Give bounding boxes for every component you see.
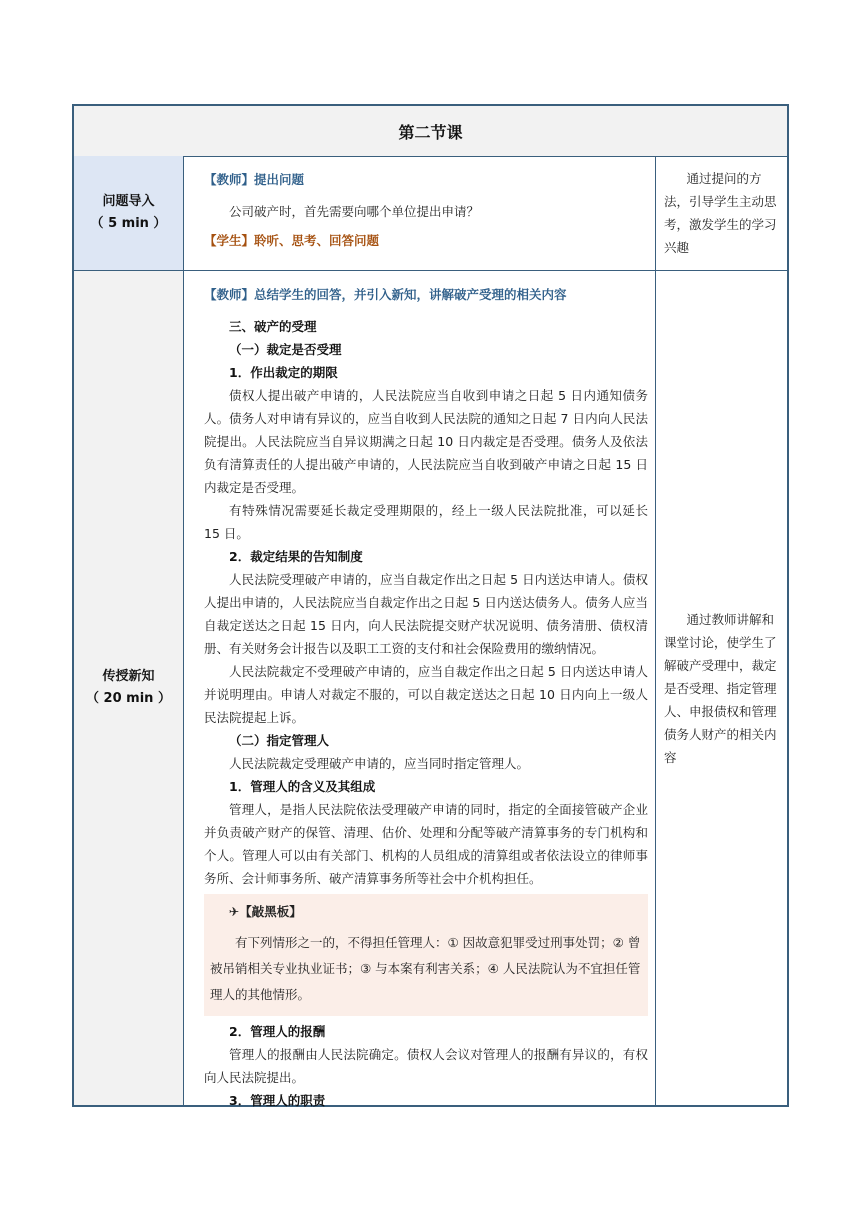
item-heading: 3．管理人的职责 xyxy=(229,1093,326,1108)
stage-cell xyxy=(74,271,184,1105)
stage-cell xyxy=(74,156,184,270)
question-text: 公司破产时，首先需要向哪个单位提出申请？ xyxy=(229,204,480,219)
lesson-table xyxy=(72,104,789,1107)
item-heading: 2．裁定结果的告知制度 xyxy=(229,549,363,564)
stage-time: （ 5 min ） xyxy=(90,216,167,231)
content-cell xyxy=(184,156,656,270)
paragraph: 有特殊情况需要延长裁定受理期限的，经上一级人民法院批准，可以延长 15 日。 xyxy=(204,503,648,541)
paragraph: 人民法院裁定受理破产申请的，应当同时指定管理人。 xyxy=(229,756,530,771)
paragraph: 人民法院受理破产申请的，应当自裁定作出之日起 5 日内送达申请人。债权人提出申请的，人民法院应当自裁定作出之日起 5 日内送达债务人。债务人应当自裁定送达之日起 15 日内，向人民法院提交财产状况说明、债务清册、债权清册、有关财务会计报告以及职工工资的支付和社会保险费用的缴纳情况。 xyxy=(204,572,648,656)
item-heading: 2．管理人的报酬 xyxy=(229,1024,326,1039)
paragraph: 债权人提出破产申请的，人民法院应当自收到申请之日起 5 日内通知债务人。债务人对申请有异议的，应当自收到人民法院的通知之日起 7 日内向人民法院提出。人民法院应当自异议期满之日起 10 日内裁定是否受理。债务人及依法负有清算责任的人提出破产申请的，人民法院应当自收到破产申请之日起 15 日内裁定是否受理。 xyxy=(204,388,648,495)
stage-label: 传授新知 xyxy=(102,669,155,684)
paragraph: 管理人的报酬由人民法院确定。债权人会议对管理人的报酬有异议的，有权向人民法院提出。 xyxy=(204,1047,648,1085)
paragraph: 管理人，是指人民法院依法受理破产申请的同时，指定的全面接管破产企业并负责破产财产的保管、清理、估价、处理和分配等破产清算事务的专门机构和个人。管理人可以由有关部门、机构的人员组成的清算组或者依法设立的律师事务所、会计师事务所、破产清算事务所等社会中介机构担任。 xyxy=(204,802,648,886)
row-new-knowledge xyxy=(74,271,787,1108)
row-intro xyxy=(74,156,787,271)
design-cell xyxy=(656,271,787,1105)
student-tag: 【学生】聆听、思考、回答问题 xyxy=(204,233,380,248)
key-point-title: ✈【敲黑板】 xyxy=(228,904,302,919)
stage-time: （ 20 min ） xyxy=(86,691,171,706)
paragraph: 人民法院裁定不受理破产申请的，应当自裁定作出之日起 5 日内送达申请人并说明理由。申请人对裁定不服的，可以自裁定送达之日起 10 日内向上一级人民法院提起上诉。 xyxy=(204,664,648,725)
section-heading: 三、破产的受理 xyxy=(229,319,317,334)
design-cell xyxy=(656,156,787,270)
stage-label: 问题导入 xyxy=(102,194,155,209)
subsection-heading: （二）指定管理人 xyxy=(229,733,330,748)
item-heading: 1．管理人的含义及其组成 xyxy=(229,779,376,794)
subsection-heading: （一）裁定是否受理 xyxy=(229,342,342,357)
table-title: 第二节课 xyxy=(74,106,787,157)
content-cell xyxy=(184,271,656,1108)
item-heading: 1．作出裁定的期限 xyxy=(229,365,338,380)
key-point-text: 有下列情形之一的，不得担任管理人：① 因故意犯罪受过刑事处罚；② 曾被吊销相关专业执业证书；③ 与本案有利害关系；④ 人民法院认为不宜担任管理人的其他情形。 xyxy=(210,935,641,1002)
teacher-tag: 【教师】总结学生的回答，并引入新知，讲解破产受理的相关内容 xyxy=(204,287,567,302)
teacher-tag: 【教师】提出问题 xyxy=(204,172,305,187)
key-point-box xyxy=(204,894,648,1016)
design-text: 通过提问的方法，引导学生主动思考，激发学生的学习兴趣 xyxy=(664,171,777,255)
design-text: 通过教师讲解和课堂讨论，使学生了解破产受理中，裁定是否受理、指定管理人、申报债权和管理债务人财产的相关内容 xyxy=(664,611,777,765)
